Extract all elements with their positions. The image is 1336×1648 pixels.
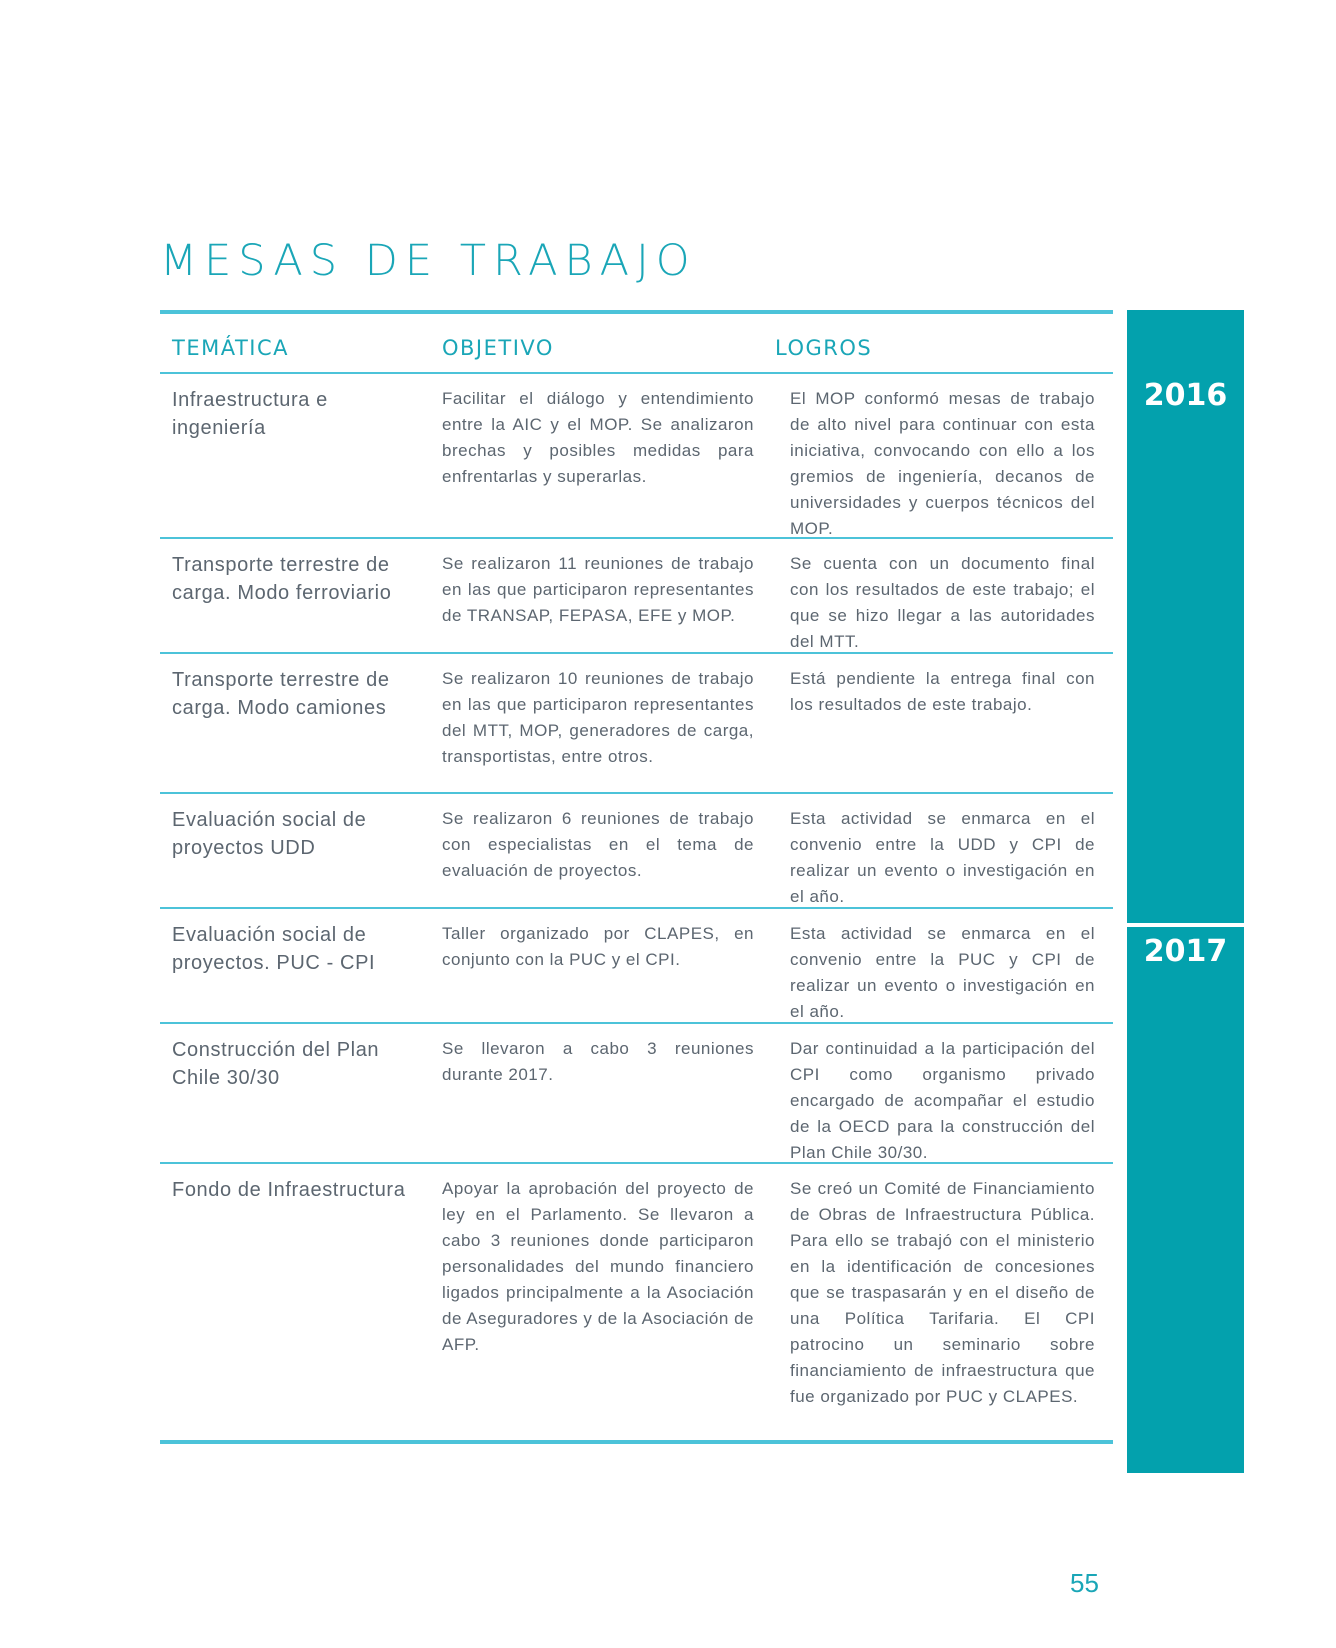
- year-divider: [1127, 923, 1244, 927]
- page-number: 55: [1070, 1568, 1099, 1598]
- work-tables-table: [160, 310, 1113, 1444]
- header-objetivo: OBJETIVO: [442, 336, 554, 360]
- cell-tematica: Evaluación social de proyectos UDD: [172, 809, 367, 859]
- cell-tematica: Infraestructura e ingeniería: [172, 389, 328, 439]
- cell-objetivo: Se llevaron a cabo 3 reuniones durante 2017.: [442, 1039, 754, 1084]
- cell-tematica: Fondo de Infraestructura: [172, 1179, 406, 1201]
- cell-logros: Se creó un Comité de Financiamiento de Obras de Infraestructura Pública. Para ello se trabajó con el ministerio en la identificación de concesiones que se traspasarán y en el diseño de una Política Tarifaria. El CPI patrocino un seminario sobre financiamiento de infraestructura que fue organizado por PUC y CLAPES.: [790, 1179, 1095, 1406]
- table-row: [160, 794, 1113, 909]
- cell-logros: El MOP conformó mesas de trabajo de alto nivel para continuar con esta iniciativa, convocando con ello a los gremios de ingeniería, decanos de universidades y cuerpos técnicos del MOP.: [790, 389, 1095, 538]
- cell-tematica: Transporte terrestre de carga. Modo camiones: [172, 669, 390, 719]
- cell-logros: Dar continuidad a la participación del CPI como organismo privado encargado de acompañar el estudio de la OECD para la construcción del Plan Chile 30/30.: [790, 1039, 1095, 1162]
- cell-objetivo: Se realizaron 10 reuniones de trabajo en las que participaron representantes del MTT, MOP, generadores de carga, transportistas, entre otros.: [442, 669, 754, 766]
- cell-objetivo: Facilitar el diálogo y entendimiento entre la AIC y el MOP. Se analizaron brechas y posibles medidas para enfrentarlas y superarlas.: [442, 389, 754, 486]
- year-sidebar: [1127, 310, 1244, 1473]
- cell-logros: Está pendiente la entrega final con los resultados de este trabajo.: [790, 669, 1095, 714]
- cell-objetivo: Taller organizado por CLAPES, en conjunto con la PUC y el CPI.: [442, 924, 754, 969]
- cell-tematica: Evaluación social de proyectos. PUC - CPI: [172, 924, 376, 974]
- cell-logros: Esta actividad se enmarca en el convenio entre la UDD y CPI de realizar un evento o investigación en el año.: [790, 809, 1095, 906]
- cell-objetivo: Apoyar la aprobación del proyecto de ley en el Parlamento. Se llevaron a cabo 3 reuniones donde participaron personalidades del mundo financiero ligados principalmente a la Asociación de Aseguradores y de la Asociación de AFP.: [442, 1179, 754, 1354]
- cell-tematica: Transporte terrestre de carga. Modo ferroviario: [172, 554, 392, 604]
- header-tematica: TEMÁTICA: [172, 336, 289, 360]
- table-row: [160, 909, 1113, 1024]
- table-row: [160, 374, 1113, 539]
- page-title: MESAS DE TRABAJO: [160, 236, 697, 286]
- cell-objetivo: Se realizaron 6 reuniones de trabajo con especialistas en el tema de evaluación de proyectos.: [442, 809, 754, 880]
- table-row: [160, 1024, 1113, 1164]
- header-logros: LOGROS: [775, 336, 873, 360]
- year-label: 2016: [1143, 378, 1228, 413]
- table-header: [160, 314, 1113, 374]
- cell-logros: Se cuenta con un documento final con los resultados de este trabajo; el que se hizo llegar a las autoridades del MTT.: [790, 554, 1095, 651]
- table-row: [160, 654, 1113, 794]
- table-row: [160, 539, 1113, 654]
- cell-tematica: Construcción del Plan Chile 30/30: [172, 1039, 380, 1089]
- table-row: [160, 1164, 1113, 1440]
- cell-objetivo: Se realizaron 11 reuniones de trabajo en las que participaron representantes de TRANSAP, FEPASA, EFE y MOP.: [442, 554, 754, 625]
- cell-logros: Esta actividad se enmarca en el convenio entre la PUC y CPI de realizar un evento o investigación en el año.: [790, 924, 1095, 1021]
- year-label: 2017: [1143, 934, 1228, 969]
